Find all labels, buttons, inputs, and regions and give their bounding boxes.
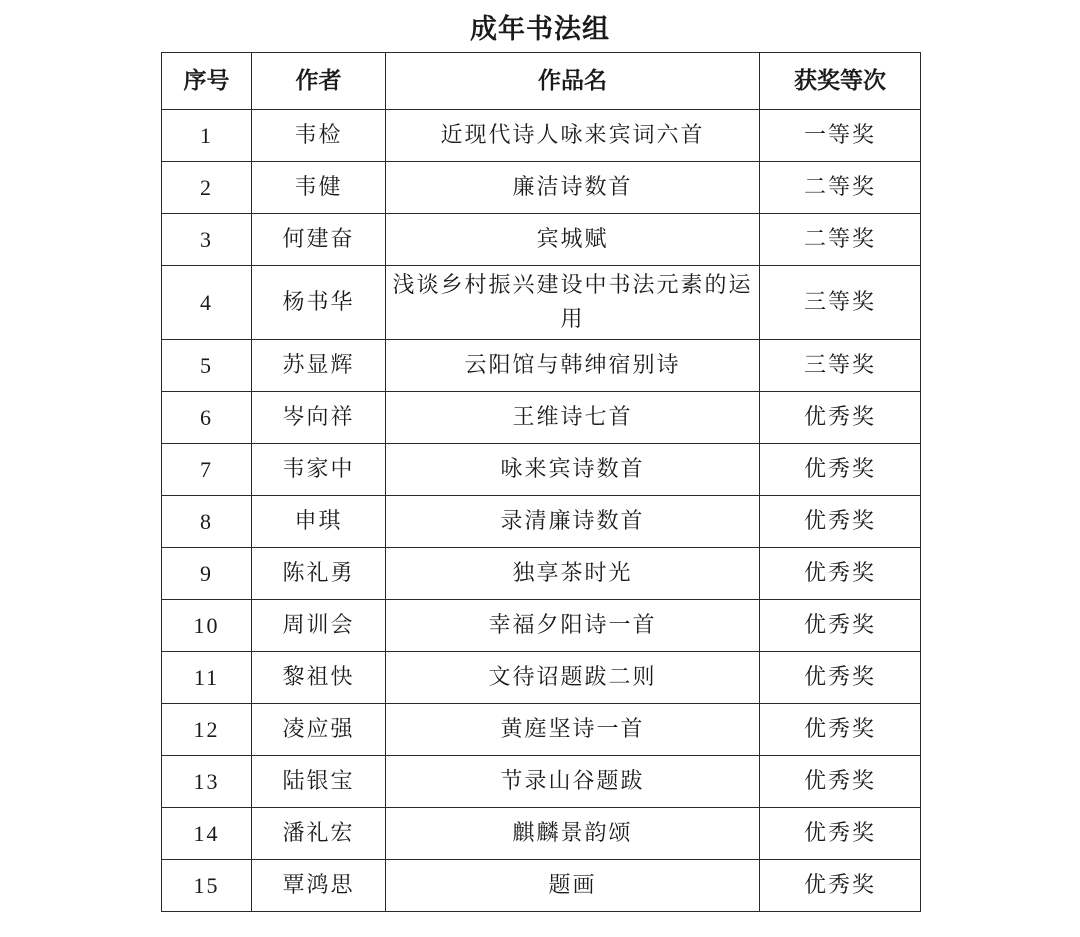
cell-work-title: 王维诗七首	[386, 392, 760, 444]
cell-number: 15	[162, 860, 252, 912]
cell-work-title: 幸福夕阳诗一首	[386, 600, 760, 652]
table-row	[162, 340, 921, 392]
cell-work-title: 录清廉诗数首	[386, 496, 760, 548]
table-row	[162, 600, 921, 652]
cell-work-title: 咏来宾诗数首	[386, 444, 760, 496]
cell-award-level: 优秀奖	[760, 548, 921, 600]
cell-award-level: 二等奖	[760, 214, 921, 266]
cell-award-level: 三等奖	[760, 340, 921, 392]
cell-author: 韦家中	[252, 444, 386, 496]
cell-award-level: 优秀奖	[760, 496, 921, 548]
cell-award-level: 优秀奖	[760, 444, 921, 496]
cell-award-level: 一等奖	[760, 110, 921, 162]
cell-author: 潘礼宏	[252, 808, 386, 860]
cell-award-level: 优秀奖	[760, 652, 921, 704]
cell-number: 2	[162, 162, 252, 214]
cell-number: 3	[162, 214, 252, 266]
cell-author: 申琪	[252, 496, 386, 548]
table-row	[162, 808, 921, 860]
cell-number: 4	[162, 266, 252, 340]
cell-award-level: 优秀奖	[760, 860, 921, 912]
cell-work-title: 麒麟景韵颂	[386, 808, 760, 860]
cell-author: 覃鸿思	[252, 860, 386, 912]
header-work-title: 作品名	[386, 53, 760, 110]
cell-work-title: 云阳馆与韩绅宿别诗	[386, 340, 760, 392]
cell-work-title: 宾城赋	[386, 214, 760, 266]
page-title: 成年书法组	[470, 14, 610, 45]
cell-number: 10	[162, 600, 252, 652]
cell-work-title: 近现代诗人咏来宾词六首	[386, 110, 760, 162]
cell-work-title: 独享茶时光	[386, 548, 760, 600]
cell-work-title: 浅谈乡村振兴建设中书法元素的运用	[386, 266, 760, 340]
table-row	[162, 392, 921, 444]
cell-author: 何建奋	[252, 214, 386, 266]
cell-author: 韦健	[252, 162, 386, 214]
table-body	[162, 110, 921, 912]
cell-award-level: 优秀奖	[760, 704, 921, 756]
cell-number: 6	[162, 392, 252, 444]
table-row	[162, 860, 921, 912]
cell-author: 陆银宝	[252, 756, 386, 808]
cell-author: 陈礼勇	[252, 548, 386, 600]
cell-award-level: 优秀奖	[760, 392, 921, 444]
table-row	[162, 704, 921, 756]
cell-author: 黎祖快	[252, 652, 386, 704]
cell-award-level: 优秀奖	[760, 600, 921, 652]
cell-author: 凌应强	[252, 704, 386, 756]
header-author: 作者	[252, 53, 386, 110]
cell-number: 9	[162, 548, 252, 600]
cell-author: 周训会	[252, 600, 386, 652]
cell-work-title: 廉洁诗数首	[386, 162, 760, 214]
cell-work-title: 黄庭坚诗一首	[386, 704, 760, 756]
cell-number: 7	[162, 444, 252, 496]
table-header-row	[162, 53, 921, 110]
table-row	[162, 214, 921, 266]
header-award-level: 获奖等次	[760, 53, 921, 110]
table-row	[162, 548, 921, 600]
cell-award-level: 二等奖	[760, 162, 921, 214]
cell-author: 杨书华	[252, 266, 386, 340]
table-row	[162, 444, 921, 496]
cell-work-title: 题画	[386, 860, 760, 912]
cell-author: 韦检	[252, 110, 386, 162]
table-row	[162, 110, 921, 162]
cell-award-level: 三等奖	[760, 266, 921, 340]
cell-number: 11	[162, 652, 252, 704]
table-row	[162, 496, 921, 548]
cell-author: 岑向祥	[252, 392, 386, 444]
awards-table	[161, 52, 921, 912]
table-row	[162, 162, 921, 214]
cell-number: 13	[162, 756, 252, 808]
cell-number: 1	[162, 110, 252, 162]
table-row	[162, 266, 921, 340]
cell-award-level: 优秀奖	[760, 756, 921, 808]
cell-work-title: 文待诏题跋二则	[386, 652, 760, 704]
table-row	[162, 652, 921, 704]
cell-number: 14	[162, 808, 252, 860]
table-row	[162, 756, 921, 808]
cell-work-title: 节录山谷题跋	[386, 756, 760, 808]
cell-number: 12	[162, 704, 252, 756]
cell-author: 苏显辉	[252, 340, 386, 392]
cell-number: 8	[162, 496, 252, 548]
header-number: 序号	[162, 53, 252, 110]
cell-number: 5	[162, 340, 252, 392]
cell-award-level: 优秀奖	[760, 808, 921, 860]
